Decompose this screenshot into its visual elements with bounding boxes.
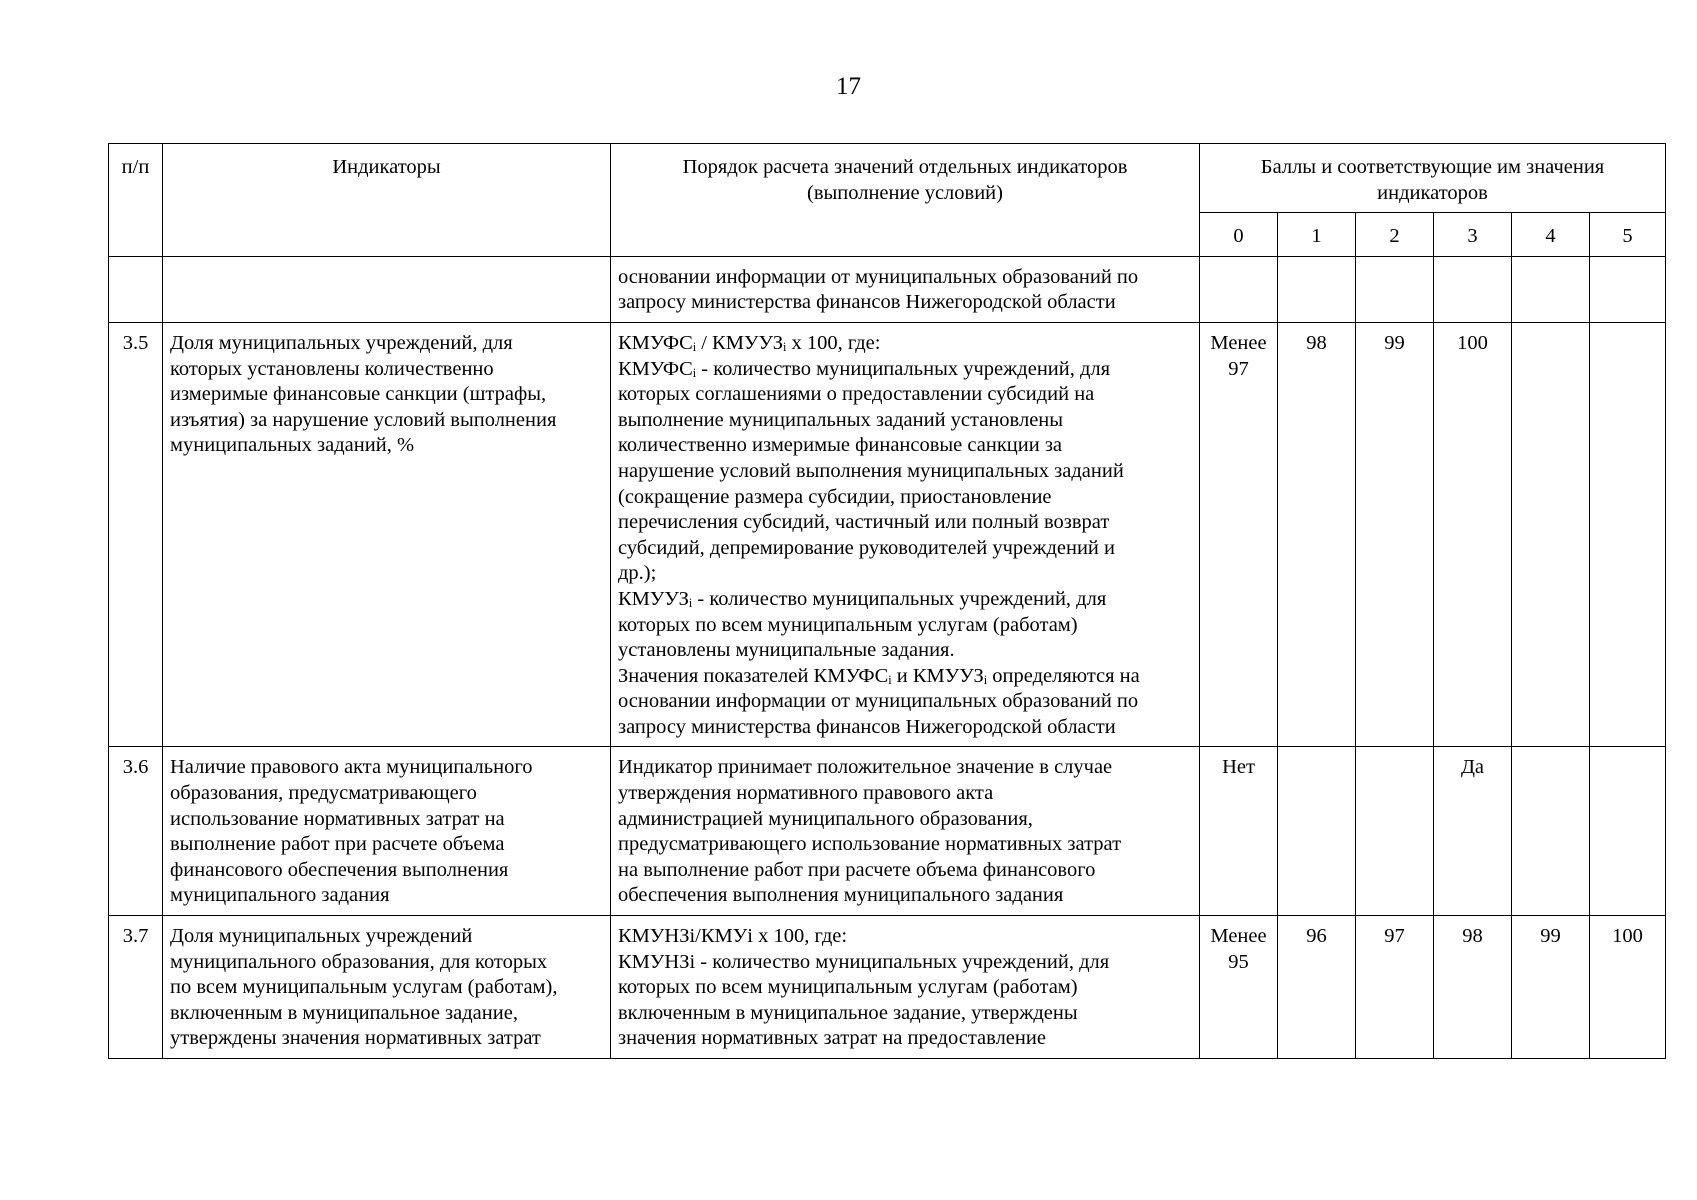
indicator-line: выполнение работ при расчете объема [170, 833, 505, 856]
calculation-line: включенным в муниципальное задание, утверждены [618, 1001, 1078, 1024]
score-cell-3: 100 [1434, 322, 1512, 747]
calculation-cell [611, 256, 1200, 322]
header-row [109, 144, 1666, 213]
indicator-cell [163, 322, 611, 747]
score-cell-5: 100 [1590, 916, 1666, 1059]
score-cell-2: 97 [1356, 916, 1434, 1059]
score-cell-4 [1512, 256, 1590, 322]
calculation-line: значения нормативных затрат на предоставление [618, 1027, 1046, 1050]
calculation-line: перечисления субсидий, частичный или полный возврат [618, 511, 1110, 534]
indicator-line: муниципального образования, для которых [170, 950, 548, 973]
score-cell-2 [1356, 256, 1434, 322]
calculation-line: предусматривающего использование нормативных затрат [618, 833, 1122, 856]
calculation-line: которых по всем муниципальным услугам (работам) [618, 976, 1078, 999]
score-cell-3 [1434, 256, 1512, 322]
indicator-line: по всем муниципальным услугам (работам), [170, 976, 558, 999]
indicator-line: Доля муниципальных учреждений [170, 925, 473, 948]
table-row [109, 916, 1666, 1059]
header-calculation [611, 144, 1200, 257]
score-cell-2: 99 [1356, 322, 1434, 747]
indicator-cell [163, 256, 611, 322]
score-cell-0: Нет [1200, 747, 1278, 916]
calculation-line: запросу министерства финансов Нижегородской области [618, 291, 1116, 314]
score-cell-3: Да [1434, 747, 1512, 916]
score-cell-2 [1356, 747, 1434, 916]
calculation-line: КМУФСᵢ / КМУУЗᵢ х 100, где: [618, 331, 881, 354]
table-row [109, 256, 1666, 322]
row-number: 3.5 [109, 322, 163, 747]
calculation-cell [611, 916, 1200, 1059]
calculation-line: которых по всем муниципальным услугам (работам) [618, 613, 1078, 636]
row-number [109, 256, 163, 322]
calculation-line: количественно измеримые финансовые санкции за [618, 434, 1063, 457]
score-level: 0 [1200, 213, 1278, 257]
header-scores-line: индикаторов [1377, 181, 1488, 204]
row-number: 3.6 [109, 747, 163, 916]
page-number: 17 [836, 73, 861, 100]
calculation-line: основании информации от муниципальных образований по [618, 265, 1139, 288]
calculation-line: основании информации от муниципальных образований по [618, 690, 1139, 713]
header-indicators: Индикаторы [163, 144, 611, 257]
calculation-line: (сокращение размера субсидии, приостановление [618, 485, 1052, 508]
score-cell-5 [1590, 322, 1666, 747]
indicator-line: использование нормативных затрат на [170, 807, 505, 830]
table-row [109, 322, 1666, 747]
calculation-line: администрацией муниципального образования, [618, 807, 1033, 830]
calculation-line: запросу министерства финансов Нижегородской области [618, 715, 1116, 738]
calculation-line: установлены муниципальные задания. [618, 639, 955, 662]
score-level: 4 [1512, 213, 1590, 257]
score-cell-1: 98 [1278, 322, 1356, 747]
indicator-line: которых установлены количественно [170, 357, 494, 380]
calculation-cell [611, 747, 1200, 916]
header-scores [1200, 144, 1666, 213]
header-calculation-line: Порядок расчета значений отдельных индикаторов [682, 156, 1128, 178]
indicator-line: изъятия) за нарушение условий выполнения [170, 408, 557, 431]
indicator-line: Наличие правового акта муниципального [170, 756, 533, 779]
score-cell-5 [1590, 747, 1666, 916]
table-body [109, 256, 1666, 1058]
score-level: 1 [1278, 213, 1356, 257]
score-cell-0 [1200, 256, 1278, 322]
indicator-line: включенным в муниципальное задание, [170, 1001, 518, 1024]
indicator-line: финансового обеспечения выполнения [170, 858, 509, 881]
score-cell-0: Менее 95 [1200, 916, 1278, 1059]
calculation-line: КМУУЗᵢ - количество муниципальных учреждений, для [618, 587, 1107, 610]
indicator-line: муниципальных заданий, % [170, 434, 415, 457]
score-level: 2 [1356, 213, 1434, 257]
header-scores-line: Баллы и соответствующие им значения [1260, 156, 1605, 178]
score-cell-4 [1512, 322, 1590, 747]
table-row [109, 747, 1666, 916]
score-cell-1 [1278, 747, 1356, 916]
calculation-line: утверждения нормативного правового акта [618, 782, 994, 805]
header-calculation-line: (выполнение условий) [807, 181, 1003, 204]
score-cell-4: 99 [1512, 916, 1590, 1059]
calculation-line: нарушение условий выполнения муниципальных заданий [618, 459, 1124, 482]
score-level: 3 [1434, 213, 1512, 257]
indicator-line: образования, предусматривающего [170, 782, 477, 805]
indicators-table [108, 143, 1666, 1059]
calculation-line: выполнение муниципальных заданий установлены [618, 408, 1064, 431]
calculation-line: Индикатор принимает положительное значение в случае [618, 756, 1113, 779]
calculation-line: КМУНЗi/КМУi х 100, где: [618, 925, 848, 948]
calculation-line: обеспечения выполнения муниципального задания [618, 884, 1064, 907]
header-num: п/п [109, 144, 163, 257]
calculation-line: субсидий, депремирование руководителей учреждений и [618, 536, 1115, 559]
calculation-line: КМУНЗi - количество муниципальных учреждений, для [618, 950, 1110, 973]
calculation-line: которых соглашениями о предоставлении субсидий на [618, 383, 1095, 406]
score-level: 5 [1590, 213, 1666, 257]
calculation-line: др.); [618, 562, 657, 585]
indicator-line: муниципального задания [170, 884, 390, 907]
score-cell-0: Менее 97 [1200, 322, 1278, 747]
indicator-cell [163, 747, 611, 916]
score-cell-4 [1512, 747, 1590, 916]
score-cell-1 [1278, 256, 1356, 322]
score-cell-1: 96 [1278, 916, 1356, 1059]
indicator-line: утверждены значения нормативных затрат [170, 1027, 541, 1050]
row-number: 3.7 [109, 916, 163, 1059]
calculation-line: КМУФСᵢ - количество муниципальных учреждений, для [618, 357, 1111, 380]
score-cell-3: 98 [1434, 916, 1512, 1059]
indicator-line: измеримые финансовые санкции (штрафы, [170, 383, 547, 406]
score-cell-5 [1590, 256, 1666, 322]
calculation-line: Значения показателей КМУФСᵢ и КМУУЗᵢ определяются на [618, 664, 1140, 687]
indicator-line: Доля муниципальных учреждений, для [170, 331, 513, 354]
calculation-cell [611, 322, 1200, 747]
calculation-line: на выполнение работ при расчете объема финансового [618, 858, 1096, 881]
indicator-cell [163, 916, 611, 1059]
